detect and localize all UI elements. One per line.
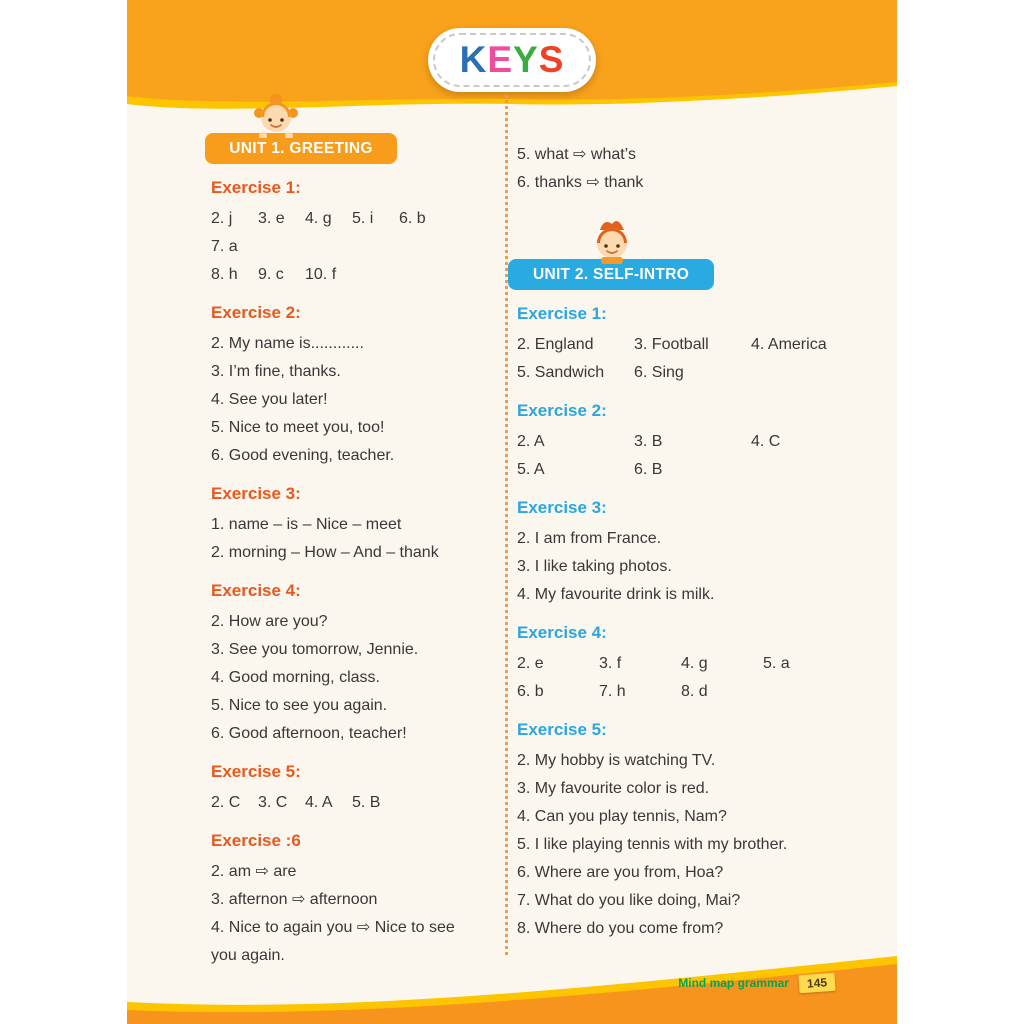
exercise-heading: Exercise 5: bbox=[517, 720, 607, 739]
answer-cell: 8. h bbox=[211, 266, 238, 283]
keys-title bbox=[460, 39, 565, 81]
girl-mascot-icon bbox=[243, 92, 309, 138]
column-unit2 bbox=[517, 133, 837, 943]
answer-cell: 5. i bbox=[352, 210, 374, 227]
exercise-lines bbox=[517, 747, 837, 943]
exercise-heading: Exercise 2: bbox=[211, 303, 301, 322]
exercise-lines bbox=[211, 789, 475, 817]
answer-row bbox=[517, 678, 837, 706]
exercise-lines bbox=[211, 608, 475, 748]
unit-1-label: UNIT 1. GREETING bbox=[229, 139, 373, 157]
answer-cell: 2. C bbox=[211, 794, 241, 811]
answer-line: 4. Can you play tennis, Nam? bbox=[517, 808, 727, 825]
answer-line: 2. am ⇨ are bbox=[211, 863, 297, 880]
answer-line: 3. afternon ⇨ afternoon bbox=[211, 891, 378, 908]
answer-line: 6. thanks ⇨ thank bbox=[517, 174, 644, 191]
exercise-lines bbox=[517, 525, 837, 609]
answer-line: 7. What do you like doing, Mai? bbox=[517, 892, 741, 909]
answer-line: 5. what ⇨ what’s bbox=[517, 146, 636, 163]
unit1-exercise6-continued bbox=[517, 133, 837, 197]
column-unit1 bbox=[211, 133, 475, 970]
exercise-lines bbox=[517, 428, 837, 484]
exercise-heading: Exercise 3: bbox=[211, 484, 301, 503]
keys-letter: E bbox=[487, 39, 514, 80]
answer-line: 3. My favourite color is red. bbox=[517, 780, 710, 797]
exercise-section bbox=[211, 580, 475, 748]
exercise-heading: Exercise 2: bbox=[517, 401, 607, 420]
exercise-lines bbox=[211, 205, 475, 289]
answer-cell: 3. Football bbox=[634, 336, 709, 353]
answer-cell: 5. Sandwich bbox=[517, 364, 605, 381]
exercise-heading: Exercise 4: bbox=[517, 623, 607, 642]
answer-cell: 4. America bbox=[751, 336, 827, 353]
unit-2-banner bbox=[508, 259, 714, 290]
exercise-section bbox=[517, 497, 837, 609]
answer-cell: 4. C bbox=[751, 433, 781, 450]
answer-cell: 4. g bbox=[305, 210, 332, 227]
answer-row bbox=[211, 261, 475, 289]
answer-row bbox=[517, 428, 837, 456]
answer-row bbox=[517, 456, 837, 484]
answer-line: 6. Good afternoon, teacher! bbox=[211, 725, 407, 742]
answer-line: 5. Nice to see you again. bbox=[211, 697, 388, 714]
answer-cell: 3. C bbox=[258, 794, 288, 811]
footer-book-title: Mind map grammar bbox=[678, 976, 789, 990]
unit-2-label: UNIT 2. SELF-INTRO bbox=[532, 265, 690, 283]
answer-line: 2. My name is............ bbox=[211, 335, 364, 352]
answer-cell: 5. A bbox=[517, 461, 545, 478]
answer-cell: 7. h bbox=[599, 683, 626, 700]
exercise-lines bbox=[211, 511, 475, 567]
answer-cell: 5. B bbox=[352, 794, 381, 811]
answer-cell: 2. j bbox=[211, 210, 233, 227]
answer-line: 2. morning – How – And – thank bbox=[211, 544, 439, 561]
answer-line: 4. Nice to again you ⇨ Nice to see you again. bbox=[211, 919, 455, 964]
answer-cell: 4. A bbox=[305, 794, 333, 811]
exercise-heading: Exercise 1: bbox=[211, 178, 301, 197]
boy-mascot-icon bbox=[584, 218, 640, 264]
answer-line: 3. I’m fine, thanks. bbox=[211, 363, 341, 380]
exercise-heading: Exercise :6 bbox=[211, 831, 301, 850]
exercise-section bbox=[211, 830, 475, 970]
answer-line: 6. Where are you from, Hoa? bbox=[517, 864, 724, 881]
exercise-lines bbox=[211, 330, 475, 470]
answer-cell: 6. b bbox=[517, 683, 544, 700]
answer-cell: 6. Sing bbox=[634, 364, 684, 381]
answer-row bbox=[517, 359, 837, 387]
keys-letter: K bbox=[459, 39, 488, 80]
answer-cell: 8. d bbox=[681, 683, 708, 700]
exercise-lines bbox=[517, 650, 837, 706]
keys-letter: Y bbox=[513, 39, 539, 80]
exercise-section bbox=[517, 400, 837, 484]
answer-line: 8. Where do you come from? bbox=[517, 920, 724, 937]
exercise-section bbox=[211, 177, 475, 289]
exercise-lines bbox=[517, 331, 837, 387]
answer-line: 4. My favourite drink is milk. bbox=[517, 586, 715, 603]
answer-line: 2. I am from France. bbox=[517, 530, 662, 547]
column-divider bbox=[505, 95, 508, 955]
answer-line: 4. Good morning, class. bbox=[211, 669, 380, 686]
exercise-section bbox=[211, 483, 475, 567]
answer-line: 3. See you tomorrow, Jennie. bbox=[211, 641, 419, 658]
answer-cell: 9. c bbox=[258, 266, 284, 283]
exercise-section bbox=[211, 761, 475, 817]
answer-cell: 6. B bbox=[634, 461, 663, 478]
exercise-heading: Exercise 4: bbox=[211, 581, 301, 600]
exercise-section bbox=[517, 303, 837, 387]
exercise-section bbox=[211, 302, 475, 470]
exercise-heading: Exercise 5: bbox=[211, 762, 301, 781]
answer-line: 2. My hobby is watching TV. bbox=[517, 752, 716, 769]
answer-line: 6. Good evening, teacher. bbox=[211, 447, 395, 464]
page-number-badge: 145 bbox=[798, 973, 835, 993]
answer-cell: 6. b bbox=[399, 210, 426, 227]
keys-letter: S bbox=[538, 39, 565, 80]
unit-1-banner bbox=[205, 133, 397, 164]
answer-row bbox=[211, 205, 475, 261]
answer-cell: 10. f bbox=[305, 266, 337, 283]
answer-cell: 4. g bbox=[681, 655, 708, 672]
answer-cell: 2. A bbox=[517, 433, 545, 450]
answer-line: 3. I like taking photos. bbox=[517, 558, 672, 575]
exercise-section bbox=[517, 719, 837, 943]
answer-line: 4. See you later! bbox=[211, 391, 328, 408]
answer-cell: 7. a bbox=[211, 238, 238, 255]
answer-row bbox=[211, 789, 475, 817]
answer-cell: 5. a bbox=[763, 655, 790, 672]
book-page bbox=[127, 0, 897, 1024]
answer-line: 2. How are you? bbox=[211, 613, 328, 630]
answer-cell: 3. B bbox=[634, 433, 663, 450]
answer-line: 1. name – is – Nice – meet bbox=[211, 516, 402, 533]
exercise-section bbox=[517, 622, 837, 706]
exercise-heading: Exercise 3: bbox=[517, 498, 607, 517]
footer-row bbox=[678, 974, 835, 992]
answer-row bbox=[517, 650, 837, 678]
answer-cell: 3. e bbox=[258, 210, 285, 227]
answer-cell: 3. f bbox=[599, 655, 622, 672]
exercise-heading: Exercise 1: bbox=[517, 304, 607, 323]
answer-cell: 2. e bbox=[517, 655, 544, 672]
answer-row bbox=[517, 331, 837, 359]
answer-line: 5. Nice to meet you, too! bbox=[211, 419, 385, 436]
answer-line: 5. I like playing tennis with my brother. bbox=[517, 836, 788, 853]
answer-cell: 2. England bbox=[517, 336, 594, 353]
keys-pill bbox=[428, 28, 596, 92]
